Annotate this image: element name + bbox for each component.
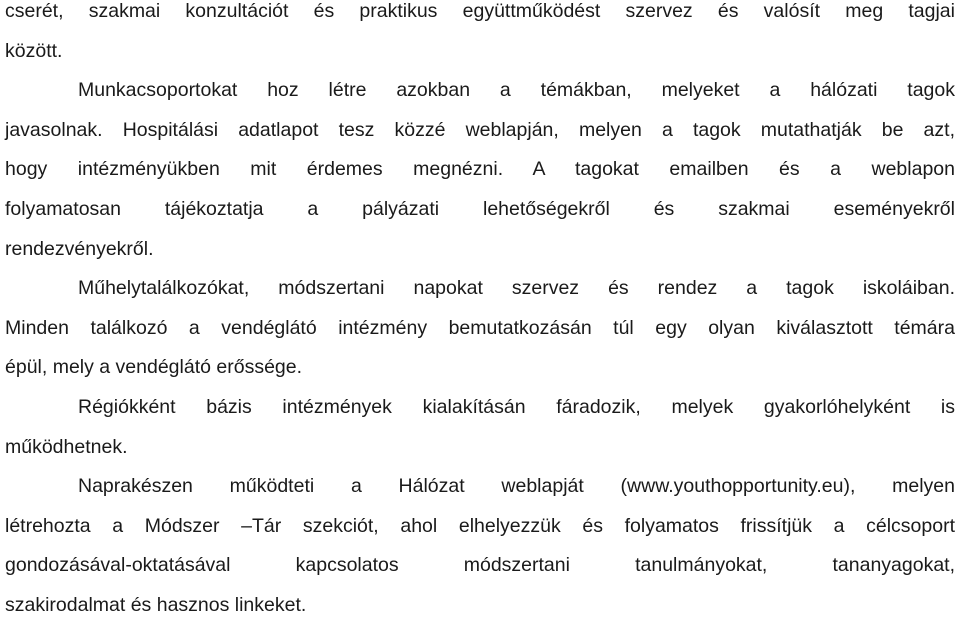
text-line: épül, mely a vendéglátó erőssége. [5,356,303,379]
text-line: között. [5,39,63,62]
text-line: Régiókként bázis intézmények kialakításán fáradozik, melyek gyakorlóhelyként is [78,395,955,418]
text-line: hogy intézményükben mit érdemes megnézni. A tagokat emailben és a weblapon [5,158,955,181]
text-line: létrehozta a Módszer –Tár szekciót, ahol elhelyezzük és folyamatos frissítjük a célcsoport [5,514,955,537]
text-line: gondozásával-oktatásával kapcsolatos módszertani tanulmányokat, tananyagokat, [5,554,955,577]
text-line: Munkacsoportokat hoz létre azokban a témákban, melyeket a hálózati tagok [78,79,955,102]
text-line: szakirodalmat és hasznos linkeket. [5,593,307,616]
text-line: Műhelytalálkozókat, módszertani napokat szervez és rendez a tagok iskoláiban. [78,277,955,300]
text-line: cserét, szakmai konzultációt és praktikus együttműködést szervez és valósít meg tagjai [5,0,955,22]
text-line: rendezvényekről. [5,237,154,260]
text-line: Minden találkozó a vendéglátó intézmény bemutatkozásán túl egy olyan kiválasztott témára [5,316,955,339]
text-line: működhetnek. [5,435,128,458]
text-line: folyamatosan tájékoztatja a pályázati lehetőségekről és szakmai eseményekről [5,197,955,220]
text-line: Naprakészen működteti a Hálózat weblapját (www.youthopportunity.eu), melyen [78,475,955,498]
document-body [5,0,955,626]
text-line: javasolnak. Hospitálási adatlapot tesz közzé weblapján, melyen a tagok mutathatják be azt, [5,118,955,141]
